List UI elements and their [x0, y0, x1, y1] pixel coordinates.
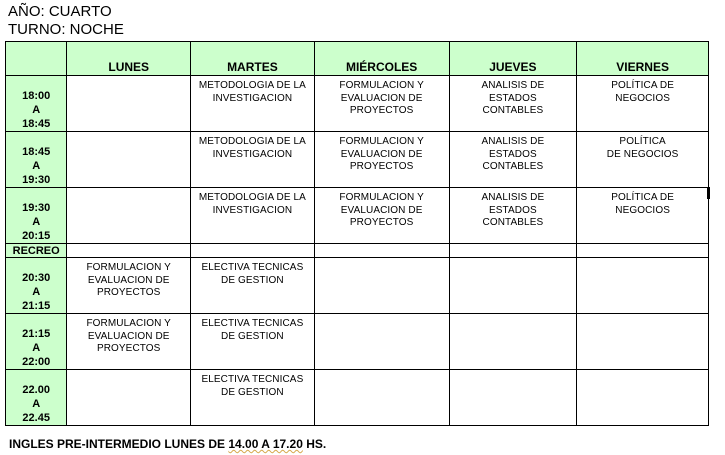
recess-cell [191, 244, 315, 258]
class-label: ANALISIS DE ESTADOS CONTABLES [481, 192, 545, 228]
cell-cursor-marker [707, 187, 710, 199]
class-label: POLÍTICA DE NEGOCIOS [606, 136, 679, 160]
class-label: POLÍTICA DE NEGOCIOS [611, 80, 675, 104]
class-label [315, 370, 449, 374]
class-cell-tuesday [191, 370, 315, 426]
class-cell-thursday [449, 258, 577, 314]
recess-label: RECREO [6, 244, 67, 258]
class-label: METODOLOGIA DE LA INVESTIGACION [198, 136, 306, 160]
class-cell-tuesday [191, 258, 315, 314]
time-slot-cell [6, 76, 67, 132]
class-cell-thursday [449, 188, 577, 244]
class-label [67, 132, 190, 136]
day-header-friday: VIERNES [577, 42, 709, 76]
class-cell-monday [67, 314, 191, 370]
class-cell-monday [67, 370, 191, 426]
class-cell-tuesday [191, 314, 315, 370]
class-label [577, 314, 708, 318]
year-heading: AÑO: CUARTO [8, 3, 112, 20]
time-from: 19:30 [22, 202, 51, 214]
class-label: ANALISIS DE ESTADOS CONTABLES [481, 80, 545, 116]
class-cell-wednesday [314, 314, 449, 370]
class-label [315, 258, 449, 262]
class-label: ELECTIVA TECNICAS DE GESTION [201, 262, 304, 286]
class-label [577, 258, 708, 262]
class-label [450, 370, 577, 374]
class-cell-wednesday [314, 370, 449, 426]
class-label [450, 258, 577, 262]
day-header-monday: LUNES [67, 42, 191, 76]
time-separator: A [32, 286, 41, 298]
class-label [577, 370, 708, 374]
class-label: FORMULACION Y EVALUACION DE PROYECTOS [86, 262, 171, 298]
class-cell-tuesday [191, 76, 315, 132]
time-slot-cell [6, 314, 67, 370]
time-separator: A [32, 104, 41, 116]
recess-cell [449, 244, 577, 258]
class-cell-tuesday [191, 188, 315, 244]
day-header-tuesday: MARTES [191, 42, 315, 76]
class-label: POLÍTICA DE NEGOCIOS [611, 192, 675, 216]
day-header-wednesday: MIÉRCOLES [314, 42, 449, 76]
class-label: METODOLOGIA DE LA INVESTIGACION [198, 80, 306, 104]
class-label [450, 314, 577, 318]
time-separator: A [32, 342, 41, 354]
class-label: ELECTIVA TECNICAS DE GESTION [201, 374, 304, 398]
class-cell-friday [577, 188, 709, 244]
time-from: 20:30 [22, 272, 51, 284]
class-cell-thursday [449, 132, 577, 188]
time-to: 21:15 [22, 300, 51, 312]
class-cell-thursday [449, 314, 577, 370]
schedule-table [5, 41, 709, 426]
recess-cell [67, 244, 191, 258]
time-separator: A [32, 160, 41, 172]
table-row [6, 132, 709, 188]
time-from: 18:45 [22, 146, 51, 158]
corner-cell [6, 42, 67, 76]
time-separator: A [32, 398, 41, 410]
class-label: FORMULACION Y EVALUACION DE PROYECTOS [339, 136, 424, 172]
recess-row [6, 244, 709, 258]
class-cell-monday [67, 132, 191, 188]
footer-note-time: 14.00 A 17.20 [228, 437, 303, 451]
class-label: FORMULACION Y EVALUACION DE PROYECTOS [339, 80, 424, 116]
time-slot-cell [6, 132, 67, 188]
table-row [6, 258, 709, 314]
day-header-thursday: JUEVES [449, 42, 577, 76]
table-row [6, 188, 709, 244]
footer-note-lead: INGLES PRE-INTERMEDIO LUNES DE [9, 437, 229, 451]
class-label: ELECTIVA TECNICAS DE GESTION [201, 318, 304, 342]
time-to: 18:45 [22, 118, 51, 130]
recess-cell [577, 244, 709, 258]
footer-note-tail: HS. [302, 437, 327, 451]
time-to: 19:30 [22, 174, 51, 186]
time-from: 21:15 [22, 328, 51, 340]
time-slot-cell [6, 258, 67, 314]
class-label [315, 314, 449, 318]
class-cell-thursday [449, 370, 577, 426]
table-row [6, 314, 709, 370]
class-cell-monday [67, 258, 191, 314]
time-to: 22:00 [22, 356, 51, 368]
class-cell-wednesday [314, 258, 449, 314]
time-from: 22.00 [22, 384, 50, 396]
time-slot-cell [6, 188, 67, 244]
class-cell-wednesday [314, 76, 449, 132]
class-cell-monday [67, 76, 191, 132]
time-from: 18:00 [22, 90, 51, 102]
class-label [67, 76, 190, 80]
class-cell-thursday [449, 76, 577, 132]
time-to: 22.45 [22, 412, 50, 424]
time-to: 20:15 [22, 230, 51, 242]
footer-note [9, 437, 326, 451]
class-label [67, 370, 190, 374]
time-slot-cell [6, 370, 67, 426]
class-label: FORMULACION Y EVALUACION DE PROYECTOS [86, 318, 171, 354]
class-cell-tuesday [191, 132, 315, 188]
class-cell-monday [67, 188, 191, 244]
table-row [6, 370, 709, 426]
class-label: ANALISIS DE ESTADOS CONTABLES [481, 136, 545, 172]
day-header-row [6, 42, 709, 76]
time-separator: A [32, 216, 41, 228]
class-cell-friday [577, 76, 709, 132]
table-row [6, 76, 709, 132]
class-cell-wednesday [314, 132, 449, 188]
class-cell-friday [577, 314, 709, 370]
class-label: FORMULACION Y EVALUACION DE PROYECTOS [339, 192, 424, 228]
class-cell-friday [577, 132, 709, 188]
class-cell-friday [577, 370, 709, 426]
class-cell-friday [577, 258, 709, 314]
shift-heading: TURNO: NOCHE [8, 21, 124, 38]
class-cell-wednesday [314, 188, 449, 244]
recess-cell [314, 244, 449, 258]
class-label [67, 188, 190, 192]
class-label: METODOLOGIA DE LA INVESTIGACION [198, 192, 306, 216]
